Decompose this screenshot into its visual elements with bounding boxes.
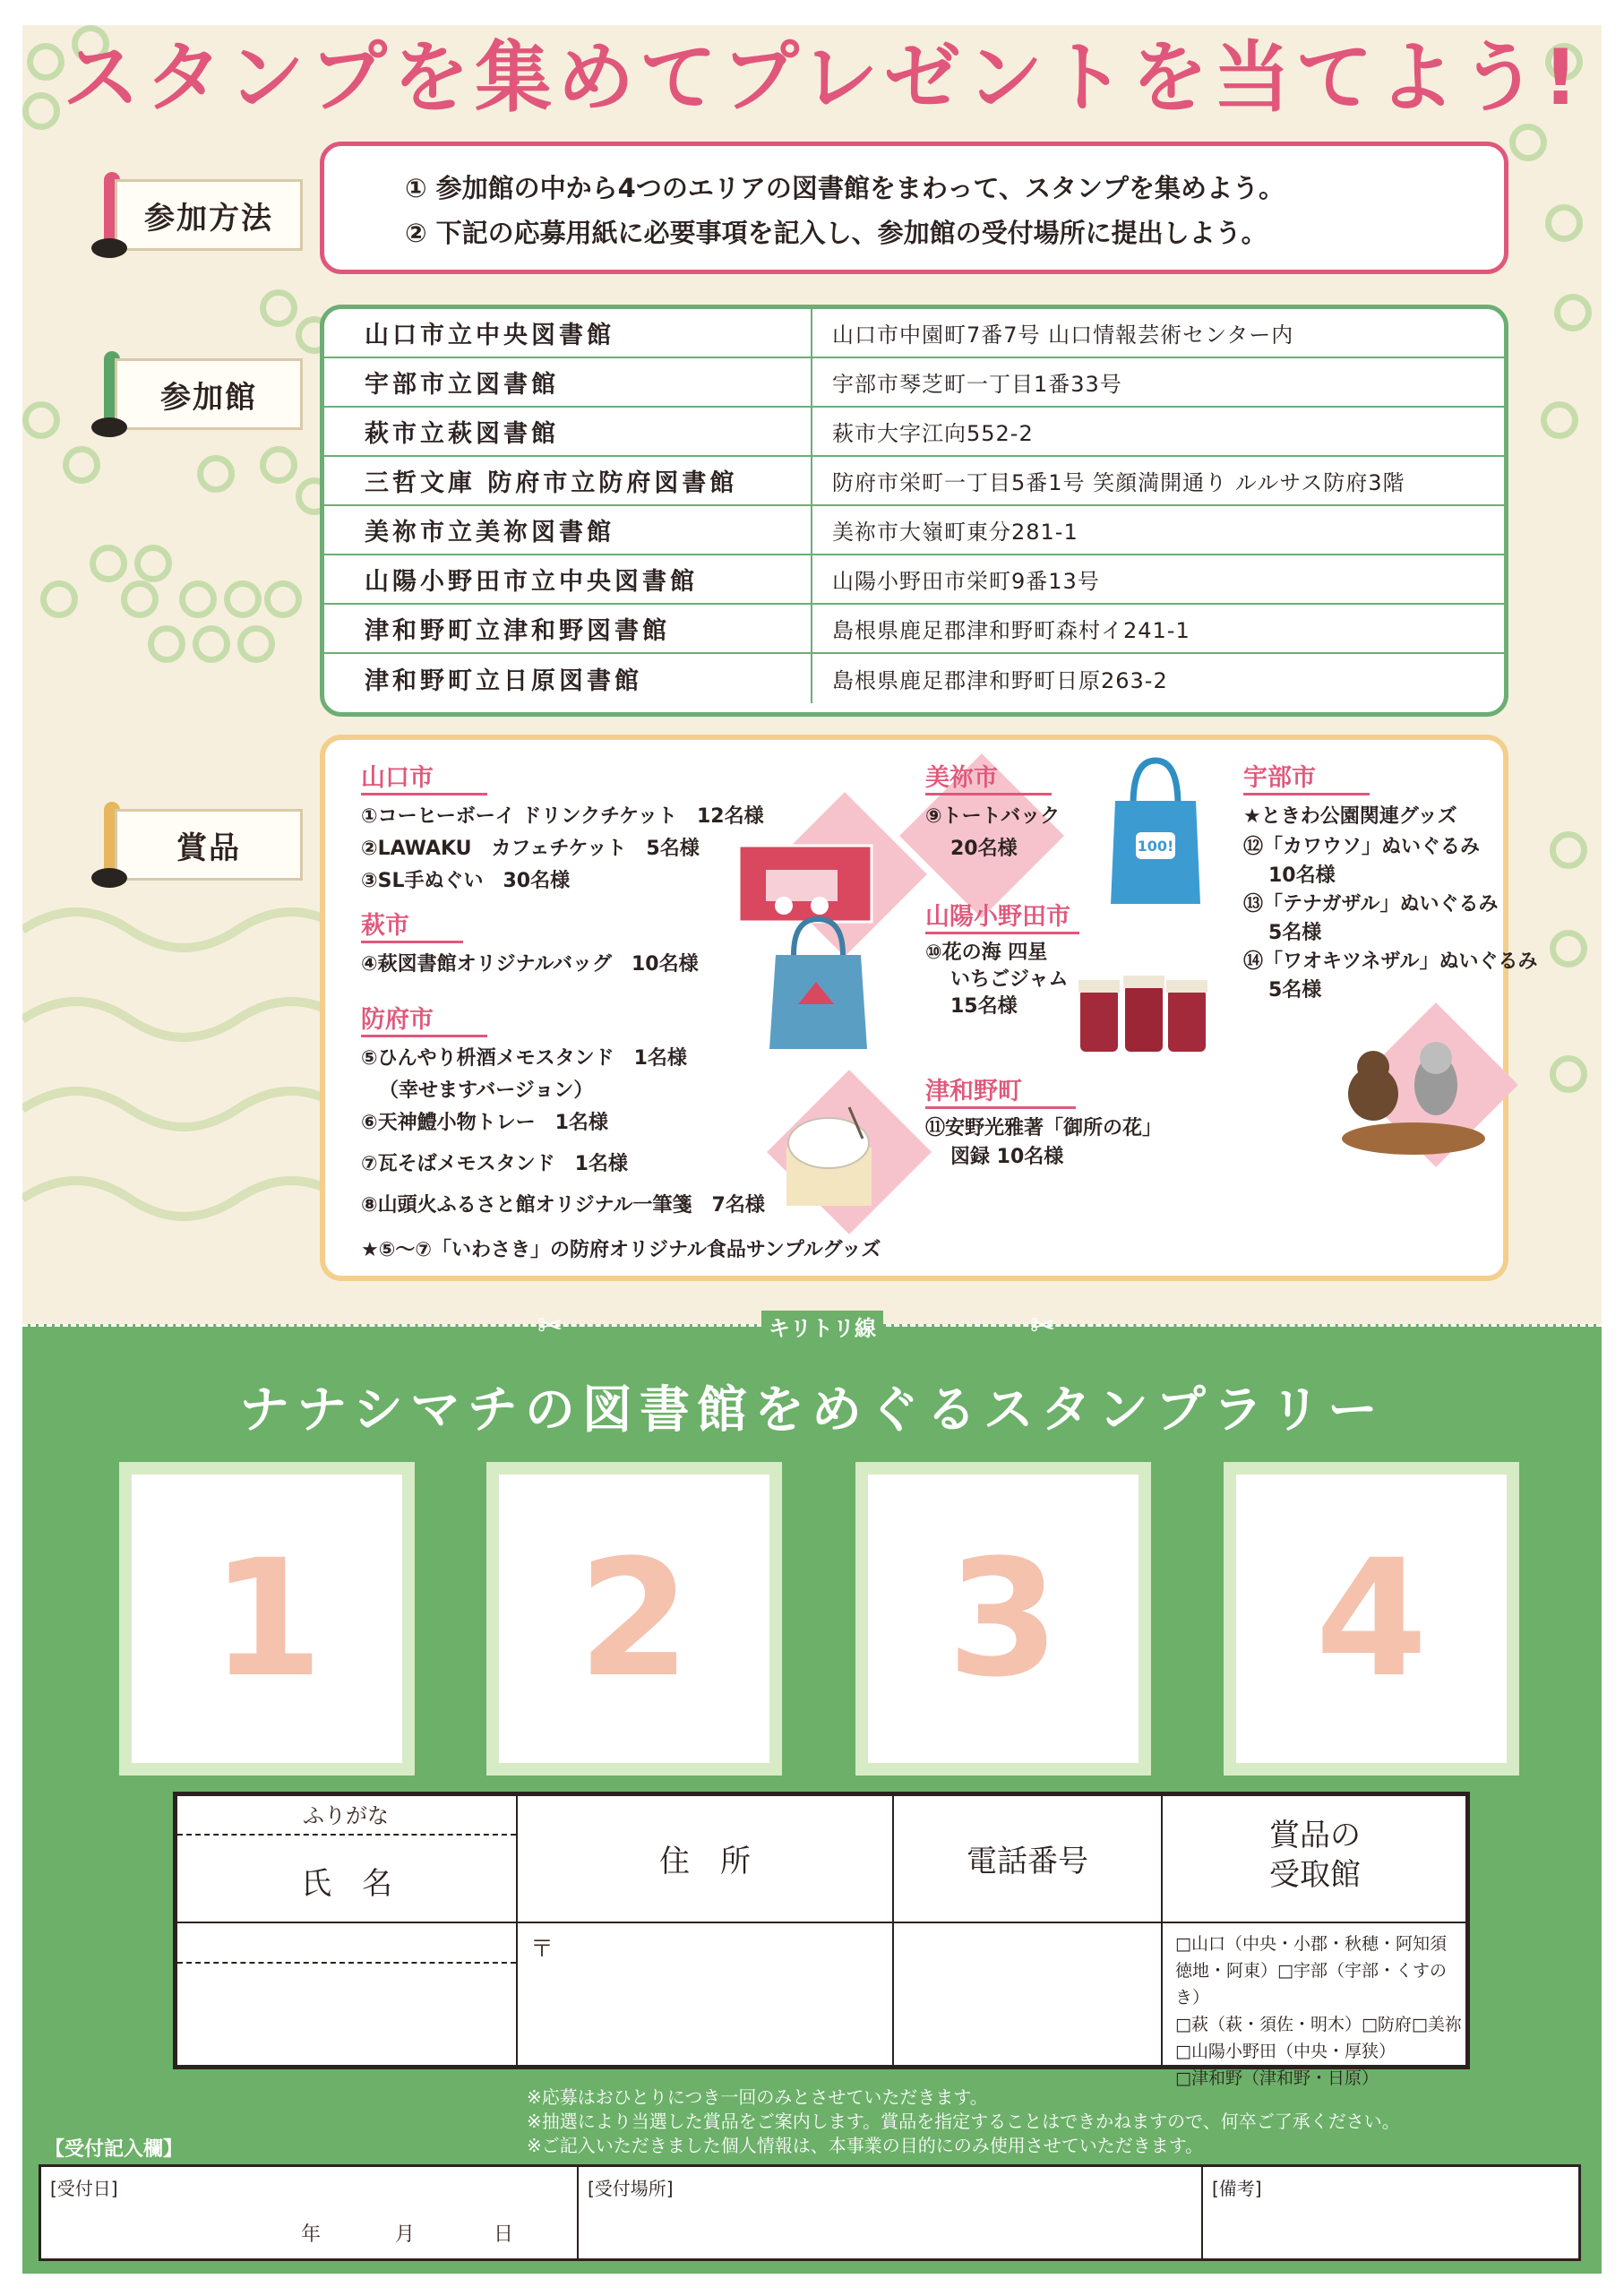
prize-item: ⑭「ワオキツネザル」ぬいぐるみ	[1243, 950, 1538, 973]
prize-group-hagi	[361, 906, 699, 981]
library-row	[324, 408, 1504, 457]
address-column	[518, 1796, 894, 2065]
prize-item: 15名様	[950, 995, 1018, 1018]
reception-place-label: [受付場所]	[588, 2178, 674, 2199]
circle-decoration	[148, 625, 185, 663]
furigana-label: ふりがな	[303, 1803, 389, 1828]
plush-toys-photo	[1324, 1031, 1494, 1165]
name-label: 氏 名	[301, 1866, 392, 1902]
library-address: 山口市中園町7番7号 山口情報芸術センター内	[832, 322, 1294, 348]
furigana-input-field[interactable]	[177, 1923, 516, 1962]
prize-item: （幸せますバージョン）	[379, 1079, 594, 1102]
city-heading: 山口市	[361, 758, 487, 795]
method-label: 参加方法	[115, 179, 303, 251]
scissors-icon: ✂	[1030, 1308, 1056, 1344]
prize-item: ③SL手ぬぐい 30名様	[361, 870, 571, 892]
hagi-bag-photo	[767, 915, 870, 1053]
prize-item: ⑬「テナガザル」ぬいぐるみ	[1243, 893, 1499, 916]
note-line: ※抽選により当選した賞品をご案内します。賞品を指定することはできかねますので、何卒ご了承ください。	[527, 2111, 1400, 2132]
furigana-divider	[177, 1834, 516, 1836]
prize-item: ⑦瓦そばメモスタンド 1名様	[361, 1153, 628, 1175]
scroll-roll	[91, 238, 127, 258]
circle-decoration	[134, 545, 172, 582]
circle-decoration	[1550, 831, 1587, 869]
svg-text:100!: 100!	[1137, 838, 1174, 855]
method-label-scroll	[88, 172, 307, 258]
month-label: 月	[395, 2223, 416, 2246]
phone-label: 電話番号	[967, 1844, 1088, 1879]
circle-decoration	[197, 455, 235, 493]
prizes-box	[320, 735, 1538, 1281]
stamp-number: 1	[211, 1525, 323, 1713]
postal-mark: 〒	[530, 1936, 554, 1963]
tote-bag-photo	[1102, 756, 1209, 908]
circle-decoration	[224, 580, 262, 618]
library-row	[324, 358, 1504, 408]
prize-item: ⑨トートバック	[925, 805, 1061, 828]
prize-group-tsuwano	[925, 1071, 1162, 1172]
circle-decoration	[63, 446, 100, 484]
library-address: 美祢市大嶺町東分281-1	[832, 520, 1078, 545]
library-row	[324, 309, 1504, 358]
circle-decoration	[1554, 294, 1592, 331]
library-row	[324, 605, 1504, 654]
prize-item: ⑤ひんやり枡酒メモスタンド 1名様	[361, 1047, 687, 1070]
address-label: 住 所	[659, 1844, 751, 1879]
scissors-icon: ✂	[537, 1308, 563, 1344]
circle-decoration	[121, 580, 159, 618]
city-heading: 山陽小野田市	[925, 897, 1079, 934]
library-name: 津和野町立日原図書館	[324, 654, 812, 703]
note-line: ※ご記入いただきました個人情報は、本事業の目的にのみ使用させていただきます。	[527, 2135, 1204, 2156]
city-heading: 防府市	[361, 1000, 487, 1037]
stamp-box-3[interactable]	[855, 1462, 1151, 1776]
prize-item: ④萩図書館オリジナルバッグ 10名様	[361, 953, 699, 976]
circle-decoration	[1550, 930, 1587, 967]
circle-decoration	[27, 43, 64, 81]
library-row	[324, 506, 1504, 555]
prize-item: ⑪安野光雅著「御所の花」	[925, 1117, 1163, 1139]
library-name: 萩市立萩図書館	[324, 408, 812, 455]
address-input-field[interactable]	[518, 1923, 892, 2069]
prize-group-sanyo-onoda	[925, 897, 1079, 1020]
day-label: 日	[494, 2223, 514, 2246]
method-step-1: ① 参加館の中から4つのエリアの図書館をまわって、スタンプを集めよう。	[405, 173, 1285, 203]
prize-item: ①コーヒーボーイ ドリンクチケット 12名様	[361, 805, 764, 828]
prize-group-hofu	[361, 1000, 765, 1222]
circle-decoration	[1541, 401, 1578, 439]
libraries-label-scroll	[88, 351, 307, 437]
circle-decoration	[22, 401, 60, 439]
city-heading: 美祢市	[925, 758, 1052, 795]
pickup-option[interactable]: □山陽小野田（中央・厚狭）	[1175, 2042, 1396, 2061]
remarks-label: [備考]	[1212, 2178, 1262, 2199]
prize-item: 5名様	[1268, 922, 1322, 944]
prize-item: 5名様	[1268, 979, 1322, 1002]
circle-decoration	[237, 625, 275, 663]
name-column	[177, 1796, 518, 2065]
pickup-option[interactable]: □山口（中央・小郡・秋穂・阿知須	[1175, 1934, 1447, 1954]
library-row	[324, 555, 1504, 605]
prize-item: 20名様	[950, 838, 1018, 860]
stamp-box-2[interactable]	[486, 1462, 782, 1776]
stamp-box-4[interactable]	[1224, 1462, 1519, 1776]
library-address: 防府市栄町一丁目5番1号 笑顔満開通り ルルサス防府3階	[832, 470, 1405, 495]
reception-date-cell[interactable]	[41, 2167, 579, 2258]
prize-item: ⑩花の海 四星	[925, 942, 1048, 964]
libraries-label: 参加館	[115, 358, 303, 430]
name-input-field[interactable]	[177, 1964, 516, 2069]
notes	[527, 2085, 1400, 2158]
stamp-number: 2	[578, 1525, 691, 1713]
city-heading: 萩市	[361, 906, 463, 943]
library-name: 三哲文庫 防府市立防府図書館	[324, 457, 812, 504]
reception-date-label: [受付日]	[50, 2178, 118, 2199]
library-address: 島根県鹿足郡津和野町森村イ241-1	[832, 618, 1190, 643]
circle-decoration	[1550, 1055, 1587, 1093]
prize-item: ②LAWAKU カフェチケット 5名様	[361, 838, 700, 860]
stamp-number: 3	[947, 1525, 1060, 1713]
phone-column	[894, 1796, 1163, 2065]
stamp-number: 4	[1315, 1525, 1428, 1713]
stamp-rally-title: ナナシマチの図書館をめぐるスタンプラリー	[239, 1381, 1385, 1440]
pickup-options	[1175, 1931, 1467, 2092]
pickup-option[interactable]: 徳地・阿東）□宇部（宇部・くすのき）	[1175, 1961, 1447, 2008]
library-row	[324, 457, 1504, 506]
city-heading: 宇部市	[1243, 758, 1370, 795]
method-step-2: ② 下記の応募用紙に必要事項を記入し、参加館の受付場所に提出しよう。	[405, 218, 1267, 248]
circle-decoration	[22, 92, 60, 130]
prizes-label: 賞品	[115, 809, 303, 881]
library-address: 山陽小野田市栄町9番13号	[832, 569, 1100, 594]
application-form	[173, 1792, 1470, 2088]
library-row	[324, 654, 1504, 703]
circle-decoration	[193, 625, 230, 663]
library-address: 宇部市琴芝町一丁目1番33号	[832, 372, 1122, 397]
library-name: 美祢市立美祢図書館	[324, 506, 812, 554]
prize-group-ube	[1243, 758, 1537, 1005]
wave-decoration	[22, 876, 345, 1324]
reception-label: 【受付記入欄】	[45, 2138, 184, 2161]
prize-item: いちごジャム	[950, 968, 1069, 991]
masu-stand-photo	[778, 1103, 881, 1210]
remarks-cell[interactable]	[1203, 2167, 1579, 2258]
prize-group-mine	[925, 758, 1060, 865]
prize-item: ⑥天神鱧小物トレー 1名様	[361, 1112, 608, 1134]
library-address: 萩市大字江向552-2	[832, 421, 1034, 446]
pickup-option[interactable]: □萩（萩・須佐・明木）□防府□美祢	[1175, 2015, 1462, 2034]
circle-decoration	[260, 446, 297, 484]
page-title: スタンプを集めてプレゼントを当てよう!	[63, 33, 1584, 123]
cut-line-label: キリトリ線	[761, 1311, 883, 1342]
circle-decoration	[179, 580, 217, 618]
city-heading: 津和野町	[925, 1071, 1076, 1109]
pickup-option[interactable]: □津和野（津和野・日原）	[1175, 2068, 1379, 2088]
circle-decoration	[90, 545, 127, 582]
prize-group-yamaguchi	[361, 758, 764, 898]
year-label: 年	[301, 2223, 322, 2246]
library-address: 島根県鹿足郡津和野町日原263-2	[832, 668, 1168, 693]
prize-item: ★ときわ公園関連グッズ	[1243, 805, 1457, 828]
prize-item: ⑧山頭火ふるさと館オリジナル一筆箋 7名様	[361, 1194, 765, 1217]
prize-item: 図録 10名様	[950, 1146, 1064, 1168]
circle-decoration	[264, 580, 302, 618]
circle-decoration	[260, 289, 297, 327]
scroll-roll	[91, 417, 127, 437]
hofu-note: ★⑤～⑦「いわさき」の防府オリジナル食品サンプルグッズ	[361, 1239, 881, 1261]
library-name: 山口市立中央図書館	[324, 309, 812, 357]
pickup-column	[1163, 1796, 1467, 2088]
stamp-box-1[interactable]	[119, 1462, 415, 1776]
library-name: 山陽小野田市立中央図書館	[324, 555, 812, 603]
method-box	[320, 142, 1508, 274]
library-name: 宇部市立図書館	[324, 358, 812, 406]
scroll-roll	[91, 868, 127, 888]
note-line: ※応募はおひとりにつき一回のみとさせていただきます。	[527, 2086, 988, 2108]
prize-item: ⑫「カワウソ」ぬいぐるみ	[1243, 836, 1481, 858]
reception-table	[39, 2164, 1581, 2261]
prizes-label-scroll	[88, 802, 307, 888]
pickup-label: 賞品の 受取館	[1269, 1818, 1361, 1893]
libraries-table	[320, 305, 1508, 717]
jam-jars-photo	[1076, 953, 1210, 1056]
reception-place-cell[interactable]	[579, 2167, 1203, 2258]
phone-input-field[interactable]	[894, 1923, 1161, 2069]
circle-decoration	[40, 580, 78, 618]
prize-item: 10名様	[1268, 864, 1336, 887]
circle-decoration	[1545, 204, 1583, 242]
library-name: 津和野町立津和野図書館	[324, 605, 812, 652]
